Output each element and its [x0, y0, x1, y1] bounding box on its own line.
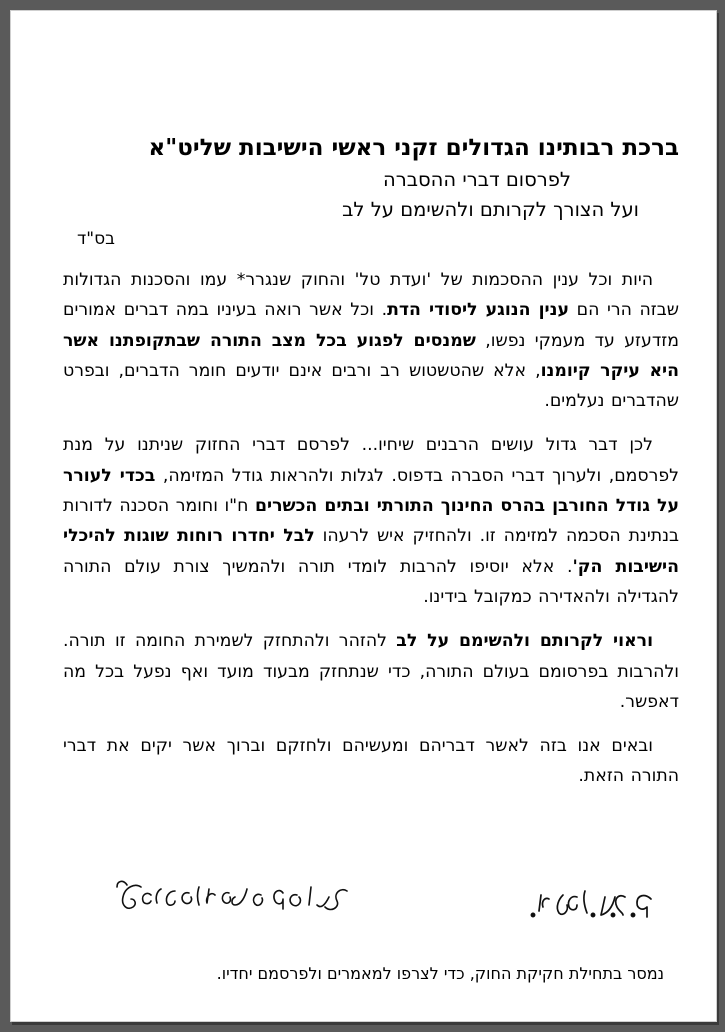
paragraph-2-text-d: . אלא יוסיפו להרבות לומדי תורה ולהמשיך צורת עולם התורה להגדילה ולהאדירה כמקובל בידינו. — [63, 556, 679, 607]
paragraph-2 — [63, 430, 679, 612]
bsd-mark: בס"ד — [77, 229, 115, 249]
paragraph-1-bold-1: ענין הנוגע ליסודי הדת — [387, 300, 569, 321]
paragraph-1-text-d: , אלא שהטשטוש רב ורבים אינם יודעים חומר הדברים, ובפרט שהדברים נעלמים. — [63, 360, 679, 412]
paragraph-2-text-c: ח"ו וחומר הסכנה לדורות בנתינת הסכמה למזימה זו. ולהחזיק איש לרעהו — [63, 496, 679, 547]
paragraph-1-bold-2: שמנסים לפגוע בכל מצב התורה שבתקופתנו אשר היא עיקר קיומנו — [63, 330, 679, 381]
handwritten-signature-right — [501, 869, 661, 929]
paragraph-1 — [63, 265, 679, 416]
signatures-area — [111, 869, 671, 939]
handwritten-signature-left — [111, 869, 361, 929]
letter-subtitle-line2: ועל הצורך לקרותם ולהשימם על לב — [342, 198, 639, 221]
footnote: נמסר בתחילת חקיקת החוק, כדי לצרפו למאמרים ולפרסמם יחדיו. — [216, 964, 664, 983]
letter-subtitle-line1: לפרסום דברי ההסברה — [382, 168, 571, 191]
document-page — [10, 10, 717, 1022]
paragraph-1-text-c: . וכל אשר רואה בעיניו במה דברים אמורים מזדעזע עד מעמקי נפשו, — [63, 300, 679, 351]
signature-right — [501, 869, 661, 929]
paragraph-3-text-a: להזהר ולהתחזק לשמירת החומה זו תורה. ולהרבות בפרסומם בעולם התורה, כדי שנתחזק מבעוד מועד ואף נפעל בכל מה דאפשר. — [63, 631, 679, 712]
paragraph-3-bold-1: וראוי לקרותם ולהשימם על לב — [396, 631, 653, 652]
paragraph-2-bold-2: לבל יחדרו רוחות שוגות להיכלי הישיבות הק' — [63, 526, 679, 577]
letter-body — [63, 131, 679, 792]
letter-title: ברכת רבותינו הגדולים זקני ראשי הישיבות שליט"א — [148, 135, 679, 161]
paragraph-3 — [63, 626, 679, 717]
paragraph-2-bold-1: בכדי לעורר על גודל החורבן בהרס החינוך התורתי ובתים הכשרים — [63, 465, 679, 517]
paragraph-2-text-a: לכן דבר גדול עושים הרבנים שיחיו... לפרסם דברי החזוק שניתנו על מנת לפרסמם, ולערוך דברי הסברה בדפוס. לגלות ולהראות גודל המזימה, — [63, 435, 679, 486]
paragraph-4-text-a: ובאים אנו בזה לאשר דבריהם ומעשיהם ולחזקם וברוך אשר יקים את דברי התורה הזאת. — [63, 736, 679, 787]
paragraph-4 — [63, 731, 679, 792]
paragraph-1-text-a: היות וכל ענין ההסכמות של 'ועדת טל' והחוק שנגרר* עמו והסכנות הגדולות שבזה הרי הם — [63, 270, 679, 321]
signature-left — [111, 869, 361, 929]
